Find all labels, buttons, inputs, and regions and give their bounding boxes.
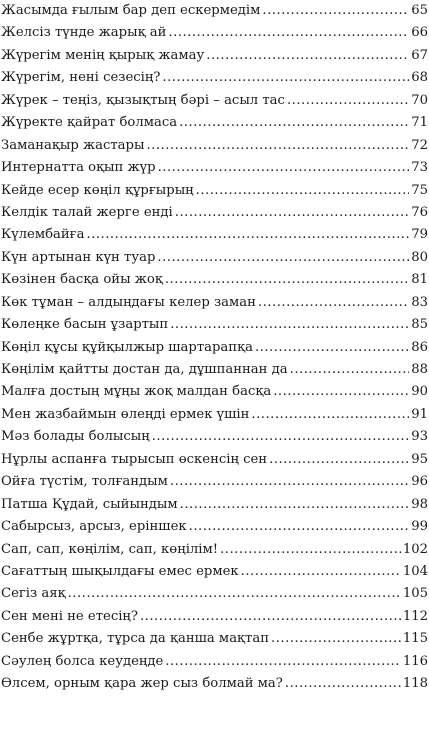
toc-entry [1,157,428,179]
toc-entry [1,583,428,605]
dot-leader [168,22,409,44]
dot-leader [271,628,401,650]
toc-entry [1,90,428,112]
dot-leader [162,67,409,89]
toc-entry-title: Сегіз аяқ [1,586,66,602]
toc-entry-page-number: 83 [411,294,428,310]
toc-entry [1,628,428,650]
dot-leader [158,157,410,179]
toc-entry [1,381,428,403]
toc-entry-title: Нұрлы аспанға тырысып өскенсің сен [1,451,268,467]
toc-entry-page-number: 90 [411,384,428,400]
dot-leader [269,449,409,471]
toc-entry [1,202,428,224]
toc-entry-page-number: 105 [402,586,428,602]
dot-leader [140,606,401,628]
dot-leader [287,90,409,112]
toc-entry-title: Күлембайға [1,227,85,243]
dot-leader [170,471,409,493]
toc-entry-title: Интернатта оқып жүр [1,160,156,176]
toc-entry-title: Патша Құдай, сыйындым [1,496,178,512]
toc-entry-title: Сабырсыз, арсыз, ерiншек [1,519,187,535]
toc-entry [1,449,428,471]
toc-entry-title: Заманақыр жастары [1,137,145,153]
toc-entry-page-number: 116 [402,653,428,669]
toc-entry-page-number: 79 [411,227,428,243]
toc-entry-title: Жасымда ғылым бар деп ескермедім [1,3,261,18]
dot-leader [273,381,409,403]
dot-leader [285,673,401,695]
toc-entry [1,247,428,269]
toc-entry [1,337,428,359]
toc-entry [1,314,428,336]
toc-entry-page-number: 73 [411,160,428,176]
dot-leader [165,651,401,673]
toc-entry-title: Жүрегім, нені сезесің? [1,70,161,86]
toc-entry-page-number: 98 [411,496,428,512]
toc-entry [1,606,428,628]
toc-entry [1,561,428,583]
toc-entry [1,112,428,134]
dot-leader [170,314,409,336]
toc-entry-page-number: 104 [402,563,428,579]
toc-entry-title: Кейде есер көңіл құрғырың [1,182,194,198]
toc-entry-page-number: 88 [411,362,428,377]
toc-entry [1,404,428,426]
dot-leader [180,494,410,516]
toc-entry-title: Ойға түстім, толғандым [1,474,168,490]
toc-entry [1,67,428,89]
toc-entry-title: Малға достың мұңы жоқ малдан басқа [1,384,272,400]
dot-leader [165,269,409,291]
toc-entry [1,471,428,493]
toc-entry-page-number: 65 [411,3,428,18]
toc-entry-page-number: 118 [402,676,428,692]
toc-entry-page-number: 67 [411,47,428,63]
toc-entry [1,516,428,538]
dot-leader [68,583,401,605]
toc-entry-title: Көңілім қайтты достан да, дұшпаннан да [1,362,288,377]
toc-entry [1,0,428,22]
toc-entry-title: Сен мені не етесің? [1,608,138,624]
toc-entry-page-number: 95 [411,451,428,467]
dot-leader [251,404,409,426]
toc-entry-title: Сағаттың шықылдағы емес ермек [1,563,239,579]
toc-entry-page-number: 68 [411,70,428,86]
toc-entry-page-number: 85 [411,317,428,333]
toc-entry-page-number: 86 [411,339,428,355]
toc-entry-page-number: 71 [411,115,428,131]
toc-entry-title: Көк тұман – алдыңдағы келер заман [1,294,256,310]
dot-leader [189,516,410,538]
toc-entry-page-number: 91 [411,406,428,422]
dot-leader [152,426,410,448]
toc-entry-page-number: 96 [411,474,428,490]
toc-entry-title: Жүрек – теңіз, қызықтың бәрі – асыл тас [1,92,285,108]
toc-entry [1,426,428,448]
dot-leader [175,202,409,224]
toc-entry-page-number: 80 [411,249,428,265]
toc-entry-page-number: 76 [411,204,428,220]
toc-entry-title: Сенбе жұртқа, тұрса да қанша мақтап [1,631,269,647]
toc-entry [1,494,428,516]
toc-entry-title: Келдік талай жерге енді [1,204,173,220]
toc-entry-page-number: 115 [402,631,428,647]
toc-entry-page-number: 112 [402,608,428,624]
toc-entry [1,539,428,561]
toc-entry-title: Көзінен басқа ойы жоқ [1,272,163,288]
dot-leader [86,224,409,246]
dot-leader [157,247,409,269]
toc-entry-page-number: 66 [411,25,428,41]
dot-leader [220,539,401,561]
toc-entry-page-number: 70 [411,92,428,108]
toc-entry-title: Өлсем, орным қара жер сыз болмай ма? [1,676,283,692]
dot-leader [196,180,410,202]
dot-leader [146,135,409,157]
toc-entry [1,673,428,695]
toc-entry-title: Жүрегім менің қырық жамау [1,47,205,63]
toc-entry-page-number: 93 [411,429,428,445]
dot-leader [179,112,409,134]
toc-entry-title: Желсіз түнде жарық ай [1,25,167,41]
toc-entry-page-number: 75 [411,182,428,198]
dot-leader [262,0,409,22]
toc-entry-page-number: 102 [402,541,428,557]
toc-entry [1,22,428,44]
toc-entry [1,180,428,202]
toc-entry-title: Мен жазбаймын өлеңді ермек үшін [1,406,250,422]
dot-leader [290,359,410,381]
dot-leader [206,45,409,67]
dot-leader [241,561,401,583]
toc-entry [1,651,428,673]
table-of-contents [1,0,428,696]
toc-entry-page-number: 99 [411,519,428,535]
toc-entry-page-number: 72 [411,137,428,153]
toc-entry-page-number: 81 [411,272,428,288]
dot-leader [258,292,409,314]
toc-entry-title: Мәз болады болысың [1,429,150,445]
toc-entry-title: Күн артынан күн туар [1,249,156,265]
dot-leader [255,337,409,359]
toc-entry [1,359,428,381]
toc-entry [1,292,428,314]
toc-entry-title: Сап, сап, көңілім, сап, көңілім! [1,541,219,557]
toc-entry [1,269,428,291]
toc-entry [1,135,428,157]
toc-entry [1,45,428,67]
toc-entry-title: Жүректе қайрат болмаса [1,115,178,131]
toc-entry [1,224,428,246]
toc-entry-title: Көлеңке басын ұзартып [1,317,169,333]
toc-entry-title: Сәулең болса кеудеңде [1,653,164,669]
toc-entry-title: Көңіл құсы құйқылжыр шартарапқа [1,339,253,355]
